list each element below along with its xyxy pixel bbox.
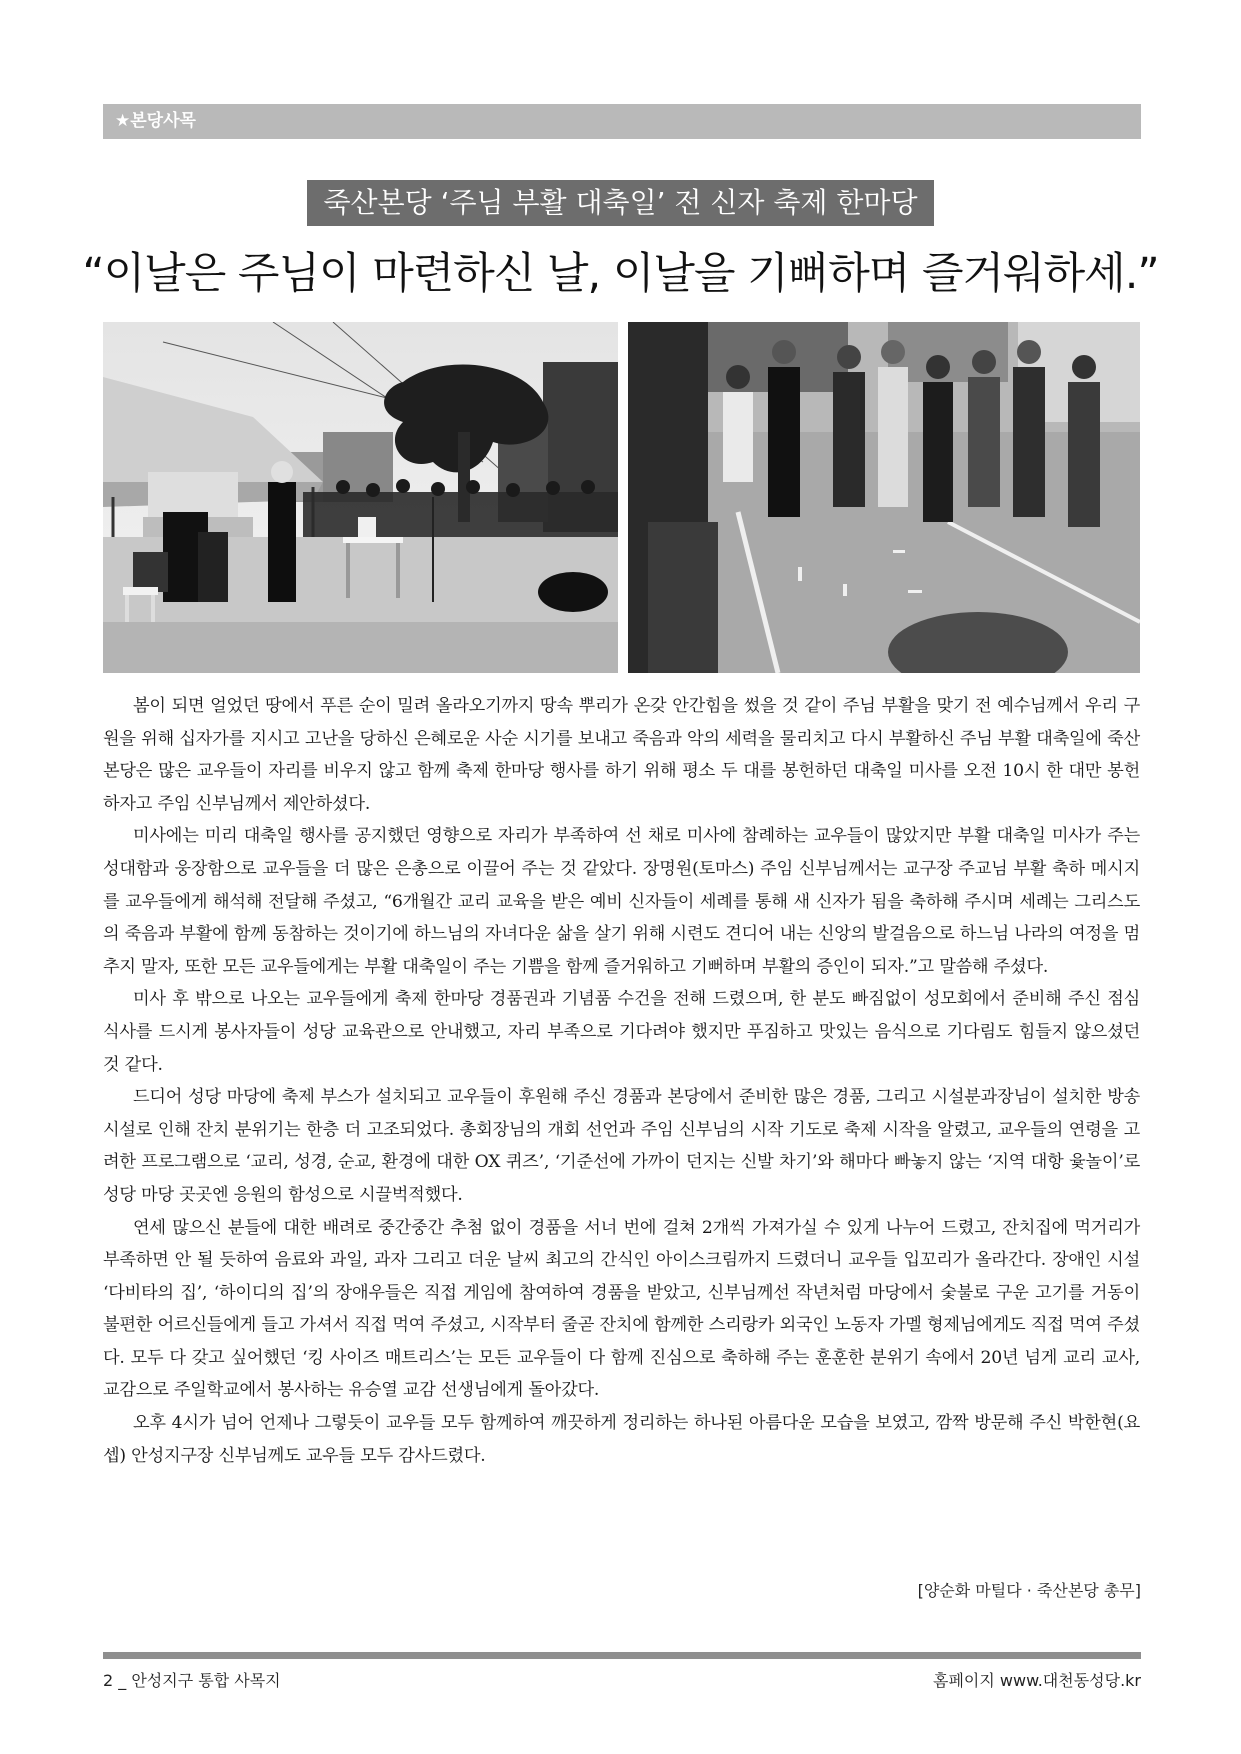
paragraph: 미사 후 밖으로 나오는 교우들에게 축제 한마당 경품권과 기념품 수건을 전해 드렸으며, 한 분도 빠짐없이 성모회에서 준비해 주신 점심 식사를 드시게 봉사자들이 성당 교육관으로 안내했고, 자리 부족으로 기다려야 했지만 푸짐하고 맛있는 음식으로 기다림도 힘들지 않으셨던 것 같다. (103, 989, 1140, 1075)
section-label: ★본당사목 (115, 111, 196, 131)
photo-game-participants (628, 322, 1140, 673)
article-body (103, 690, 1140, 1472)
paragraph: 연세 많으신 분들에 대한 배려로 중간중간 추첨 없이 경품을 서너 번에 걸쳐 2개씩 가져가실 수 있게 나누어 드렸고, 잔치집에 먹거리가 부족하면 안 될 듯하여 음료와 과일, 과자 그리고 더운 날씨 최고의 간식인 아이스크림까지 드렸더니 교우들 입꼬리가 올라간다. 장애인 시설 ‘다비타의 집’, ‘하이디의 집’의 장애우들은 직접 게임에 참여하여 경품을 받았고, 신부님께선 작년처럼 마당에서 숯불로 구운 고기를 거동이 불편한 어르신들에게 들고 가셔서 직접 먹여 주셨고, 시작부터 줄곧 잔치에 함께한 스리랑카 외국인 노동자 가멜 형제님에게도 직접 먹여 주셨다. 모두 다 갖고 싶어했던 ‘킹 사이즈 매트리스’는 모든 교우들이 다 함께 진심으로 축하해 주는 훈훈한 분위기 속에서 20년 넘게 교리 교사, 교감으로 주일학교에서 봉사하는 유승열 교감 선생님에게 돌아갔다. (103, 1217, 1140, 1401)
kicker-wrap (0, 180, 1241, 226)
paragraph: 봄이 되면 얼었던 땅에서 푸른 순이 밀려 올라오기까지 땅속 뿌리가 온갖 안간힘을 썼을 것 같이 주님 부활을 맞기 전 예수님께서 우리 구원을 위해 십자가를 지시고 고난을 당하신 은혜로운 사순 시기를 보내고 죽음과 악의 세력을 물리치고 다시 부활하신 주님 부활 대축일에 죽산본당은 많은 교우들이 자리를 비우지 않고 함께 축제 한마당 행사를 하기 위해 평소 두 대를 봉헌하던 대축일 미사를 오전 10시 한 대만 봉헌하자고 주임 신부님께서 제안하셨다. (103, 696, 1140, 814)
article-headline: “이날은 주님이 마련하신 날, 이날을 기뻐하며 즐거워하세.” (82, 249, 1159, 299)
paragraph: 오후 4시가 넘어 언제나 그렇듯이 교우들 모두 함께하여 깨끗하게 정리하는 하나된 아름다운 모습을 보였고, 깜짝 방문해 주신 박한현(요셉) 안성지구장 신부님께도 교우들 모두 감사드렸다. (103, 1413, 1140, 1466)
footer-homepage: 홈페이지 www.대천동성당.kr (933, 1671, 1141, 1690)
paragraph: 미사에는 미리 대축일 행사를 공지했던 영향으로 자리가 부족하여 선 채로 미사에 참례하는 교우들이 많았지만 부활 대축일 미사가 주는 성대함과 웅장함으로 교우들을 더 많은 은총으로 이끌어 주는 것 같았다. 장명원(토마스) 주임 신부님께서는 교구장 주교님 부활 축하 메시지를 교우들에게 해석해 전달해 주셨고, “6개월간 교리 교육을 받은 예비 신자들이 세례를 통해 새 신자가 됨을 축하해 주시며 세례는 그리스도의 죽음과 부활에 함께 동참하는 것이기에 하느님의 자녀다운 삶을 살기 위해 시련도 견디어 내는 신앙의 발걸음으로 하느님 나라의 여정을 멈추지 말자, 또한 모든 교우들에게는 부활 대축일이 주는 기쁨을 함께 즐거워하고 기뻐하며 부활의 증인이 되자.”고 말씀해 주셨다. (103, 826, 1140, 977)
article-kicker: 죽산본당 ‘주님 부활 대축일’ 전 신자 축제 한마당 (307, 180, 933, 226)
footer-divider (103, 1652, 1141, 1659)
author-signature: [양순화 마틸다 · 죽산본당 총무] (917, 1581, 1141, 1600)
paragraph: 드디어 성당 마당에 축제 부스가 설치되고 교우들이 후원해 주신 경품과 본당에서 준비한 많은 경품, 그리고 시설분과장님이 설치한 방송 시설로 인해 잔치 분위기는 한층 더 고조되었다. 총회장님의 개회 선언과 주임 신부님의 시작 기도로 축제 시작을 알렸고, 교우들의 연령을 고려한 프로그램으로 ‘교리, 성경, 순교, 환경에 대한 OX 퀴즈’, ‘기준선에 가까이 던지는 신발 차기’와 해마다 빠놓지 않는 ‘지역 대항 윷놀이’로 성당 마당 곳곳엔 응원의 함성으로 시끌벅적했다. (103, 1087, 1140, 1205)
footer-page-label: 2 _ 안성지구 통합 사목지 (103, 1671, 281, 1690)
photo-outdoor-mass (103, 322, 618, 673)
section-header-bar (103, 104, 1141, 139)
